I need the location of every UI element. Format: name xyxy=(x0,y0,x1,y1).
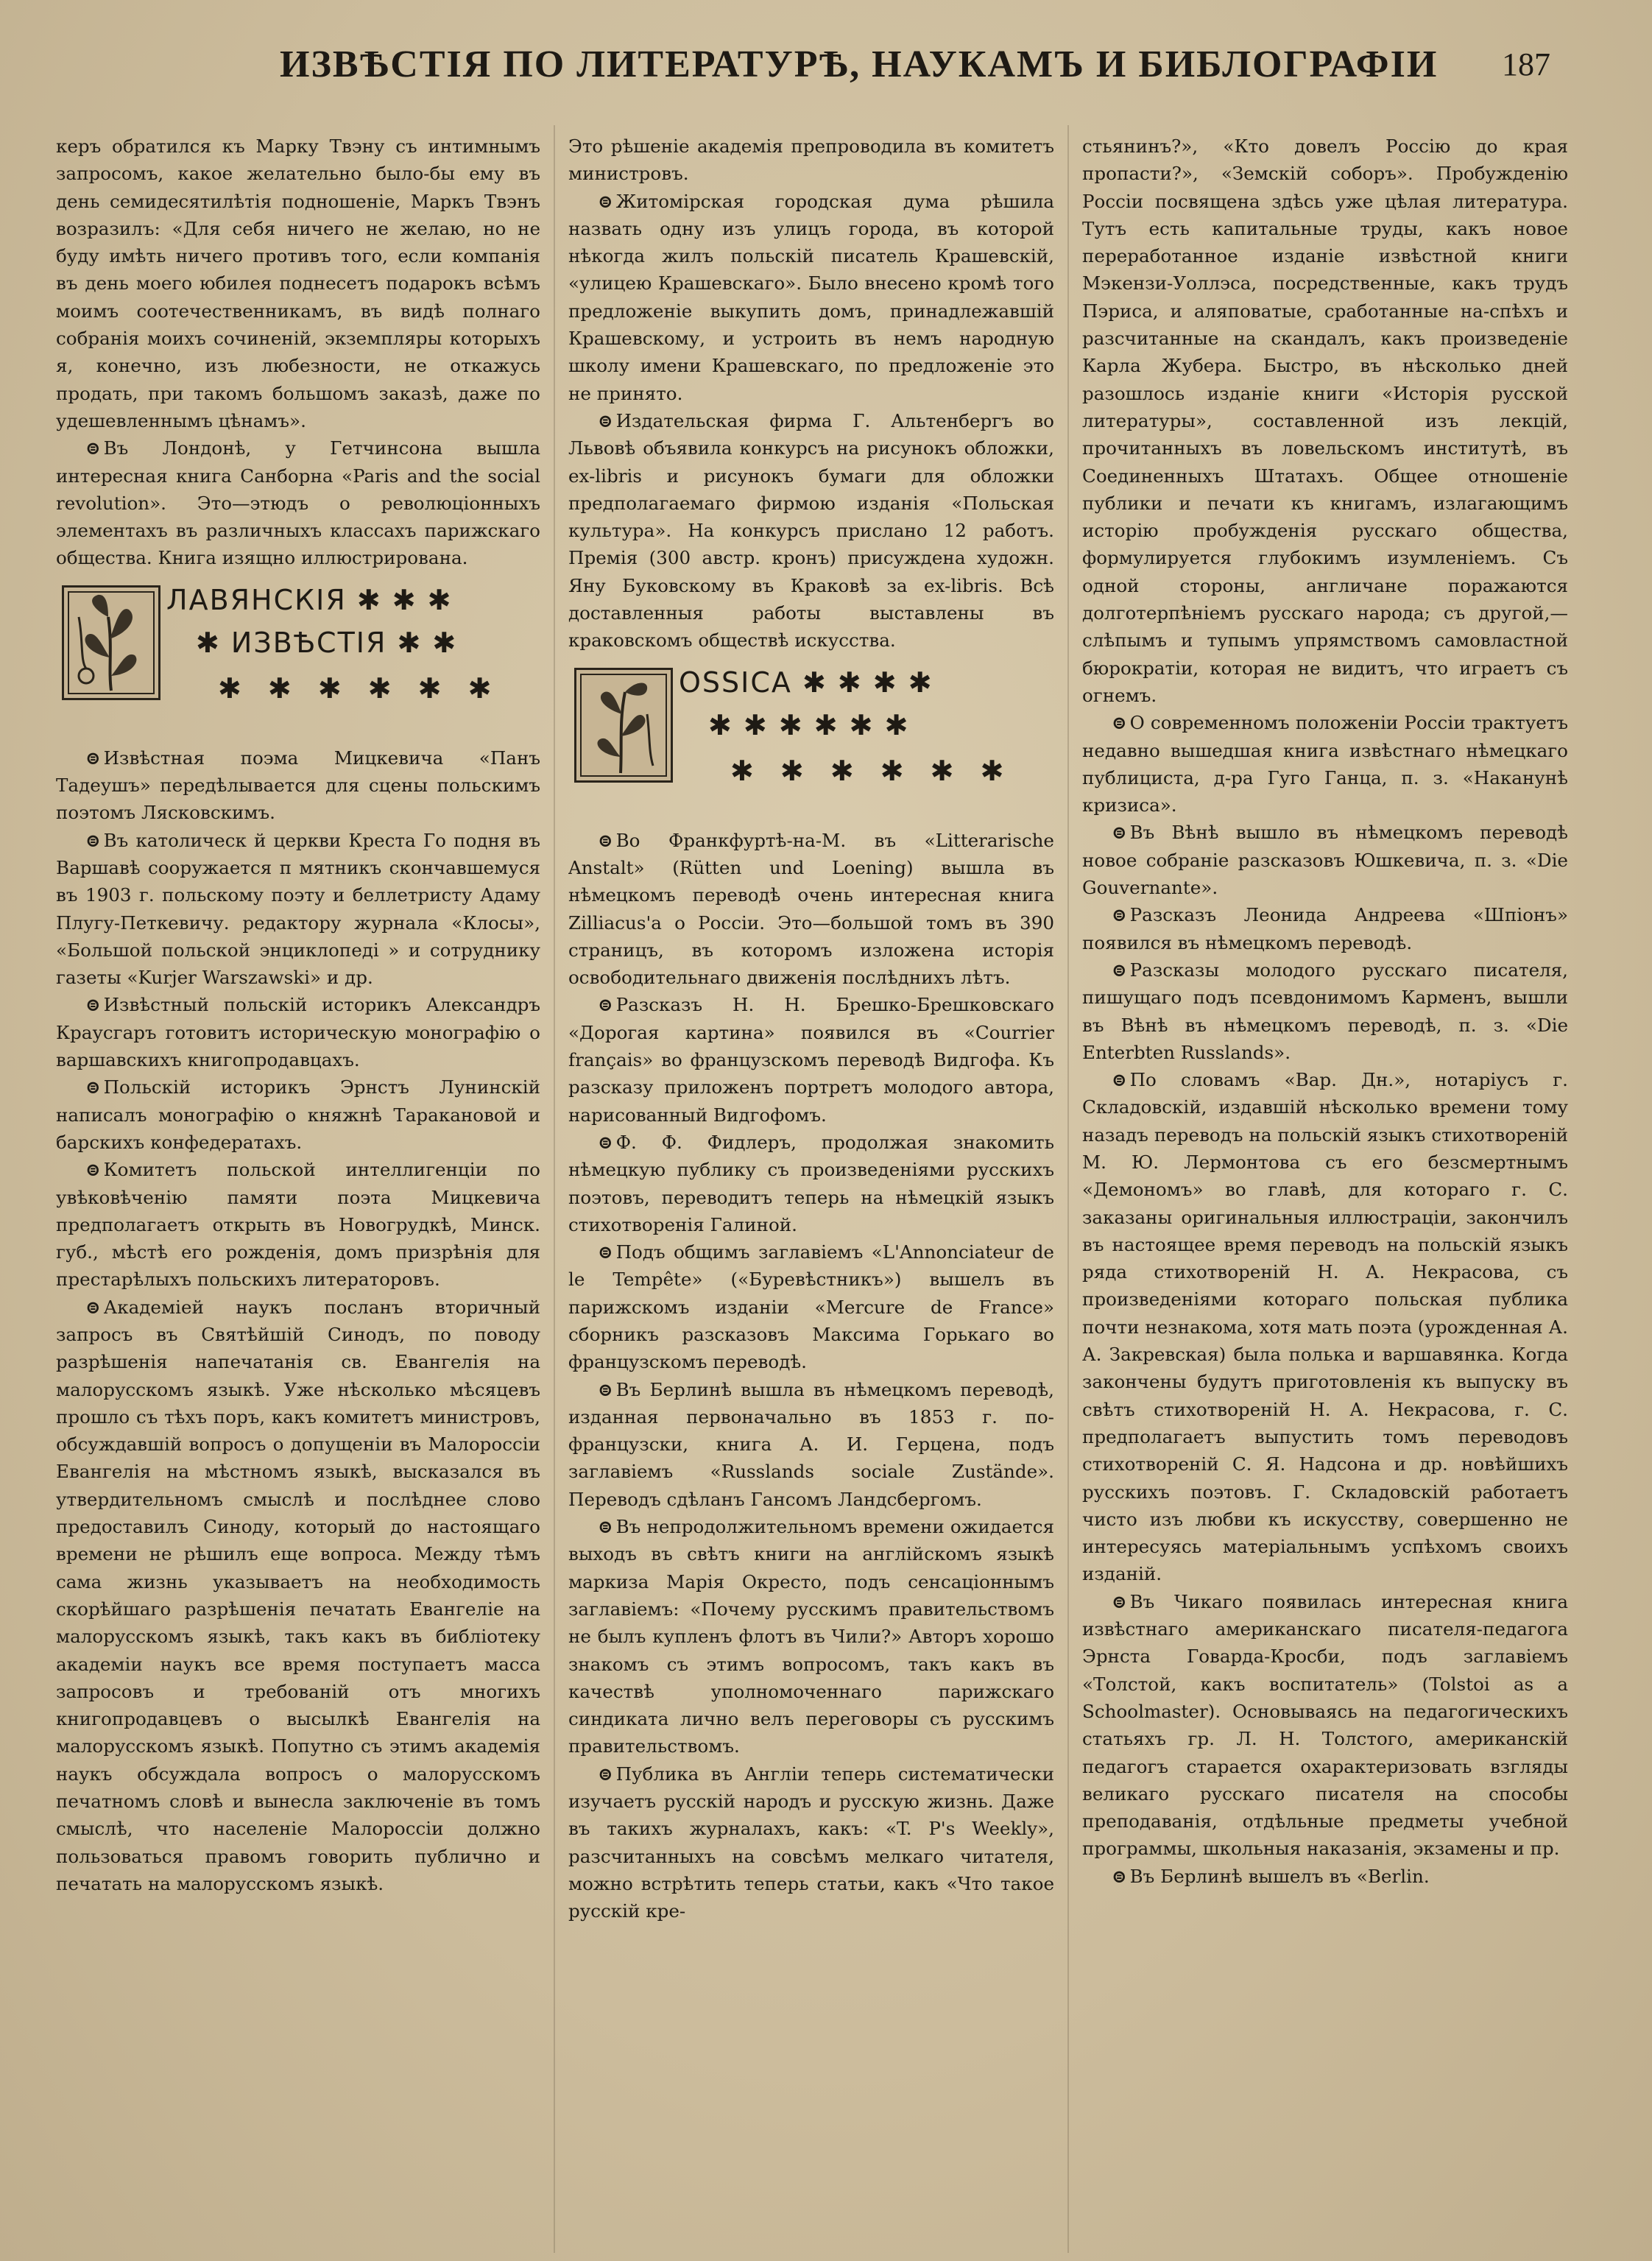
section-mark-icon: ⊜ xyxy=(1112,1865,1127,1887)
column-2 xyxy=(568,133,1054,2253)
paragraph: ⊜ Житомірская городская дума рѣшила назвать одну изъ улицъ города, въ которой нѣкогда жилъ польскій писатель Крашевскій, «улицею Крашевскаго». Было внесено кромѣ того предложеніе выкупить домъ, принадлежавшій Крашевскому, и устроить въ немъ народную школу имени Крашевскаго, по предложеніе это не принято. xyxy=(568,190,1054,404)
section-mark-icon: ⊜ xyxy=(598,1763,613,1785)
paragraph: ⊜ Извѣстная поэма Мицкевича «Панъ Тадеушъ» передѣлывается для сцены польскимъ поэтомъ Лясковскимъ. xyxy=(56,747,540,824)
paragraph: ⊜ Въ непродолжительномъ времени ожидается выходъ въ свѣтъ книги на англійскомъ языкѣ маркиза Марія Окресто, подъ сенсаціоннымъ заглавіемъ: «Почему русскимъ правительствомъ не былъ купленъ флотъ въ Чили?» Авторъ хорошо знакомъ съ этимъ вопросомъ, такъ какъ въ качествѣ уполномоченнаго парижскаго синдиката лично велъ переговоры съ русскимъ правительствомъ. xyxy=(568,1516,1054,1757)
section-heading-line: ЛАВЯНСКІЯ ✱ ✱ ✱ xyxy=(166,583,453,616)
section-mark-icon: ⊜ xyxy=(1112,1069,1127,1091)
section-mark-icon: ⊜ xyxy=(598,994,613,1016)
paragraph: ⊜ Въ Берлинѣ вышелъ въ «Berlin. xyxy=(1112,1865,1430,1887)
floral-emblem-icon xyxy=(574,668,673,783)
section-heading-line: ✱ ✱ ✱ ✱ ✱ ✱ xyxy=(218,671,501,705)
paragraph: ⊜ Извѣстный польскій историкъ Александръ Краусгаръ готовитъ историческую монографію о варшавскихъ книгопродавцахъ. xyxy=(56,994,540,1071)
paragraph: Это рѣшеніе академія препроводила въ комитетъ министровъ. xyxy=(568,135,1054,185)
paragraph: керъ обратился къ Марку Твэну съ интимнымъ запросомъ, какое желательно было-бы ему въ день семидесятилѣтія подношеніе, Маркъ Твэнъ возразилъ: «Для себя ничего не желаю, но не буду имѣть ничего противъ того, если компанія въ день моего юбилея поднесетъ подарокъ всѣмъ моимъ соотечественникамъ, въ видѣ полнаго собранія моихъ сочиненій, экземпляры которыхъ я, конечно, изъ любезности, не откажусь продать, при такомъ большомъ заказѣ, даже по удешевленнымъ цѣнамъ». xyxy=(56,135,540,431)
column-rule xyxy=(1067,125,1069,2253)
paragraph: ⊜ Ф. Ф. Фидлеръ, продолжая знакомить нѣмецкую публику съ произведеніями русскихъ поэтовъ, переводитъ теперь на нѣмецкій языкъ стихотворенія Галиной. xyxy=(568,1131,1054,1235)
section-mark-icon: ⊜ xyxy=(598,190,613,212)
paragraph: ⊜ Издательская фирма Г. Альтенбергъ во Львовѣ объявила конкурсъ на рисунокъ обложки, ex-libris и рисунокъ бумаги для обложки предполагаемаго фирмою изданія «Польская культура». На конкурсъ прислано 12 работъ. Премія (300 австр. кронъ) присуждена художн. Яну Буковскому въ Краковѣ за ex-libris. Всѣ доставленныя работы выставлены въ краковскомъ обществѣ искусства. xyxy=(568,409,1054,652)
floral-emblem-icon xyxy=(62,585,160,700)
section-heading-line: ✱ ИЗВѢСТІЯ ✱ ✱ xyxy=(196,626,458,659)
paragraph: ⊜ О современномъ положеніи Россіи трактуетъ недавно вышедшая книга извѣстнаго нѣмецкаго публициста, д-ра Гуго Ганца, п. з. «Наканунѣ кризиса». xyxy=(1082,712,1568,816)
header-title: ИЗВѢСТІЯ ПО ЛИТЕРАТУРѢ, НАУКАМЪ И БИБЛОГРАФІИ xyxy=(280,43,1439,85)
section-mark-icon: ⊜ xyxy=(598,1516,613,1538)
section-heading-line: ✱ ✱ ✱ ✱ ✱ ✱ xyxy=(708,708,910,741)
paragraph: ⊜ Разсказъ Леонида Андреева «Шпіонъ» появился въ нѣмецкомъ переводѣ. xyxy=(1082,904,1568,953)
paragraph: ⊜ Подъ общимъ заглавіемъ «L'Annonciateur de le Tempête» («Буревѣстникъ») вышелъ въ парижскомъ изданіи «Mercure de France» сборникъ разсказовъ Максима Горькаго во французскомъ переводѣ. xyxy=(568,1241,1054,1373)
paragraph: ⊜ Во Франкфуртѣ-на-М. въ «Litterarische Anstalt» (Rütten und Loening) вышла въ нѣмецкомъ переводѣ очень интересная книга Zilliacus'а о Россіи. Это—большой томъ въ 390 страницъ, въ которомъ изложена исторія освободительнаго движенія послѣднихъ лѣтъ. xyxy=(568,829,1054,989)
section-mark-icon: ⊜ xyxy=(598,1131,613,1153)
paragraph: ⊜ Комитетъ польской интеллигенціи по увѣковѣченію памяти поэта Мицкевича предполагаетъ открыть въ Новогрудкѣ, Минск. губ., мѣстѣ его рожденія, домъ призрѣнія для престарѣлыхъ польскихъ литераторовъ. xyxy=(56,1159,540,1291)
column-1 xyxy=(56,133,540,2253)
column-rule xyxy=(554,125,555,2253)
section-mark-icon: ⊜ xyxy=(85,829,101,851)
paragraph: ⊜ Разсказъ Н. Н. Брешко-Брешковскаго «Дорогая картина» появился въ «Courrier français» во французскомъ переводѣ Видгофа. Къ разсказу приложенъ портретъ молодого автора, нарисованный Видгофомъ. xyxy=(568,994,1054,1126)
section-mark-icon: ⊜ xyxy=(85,1296,101,1318)
section-mark-icon: ⊜ xyxy=(85,1076,101,1098)
section-heading-slavic-news xyxy=(56,582,540,730)
paragraph: ⊜ Въ католическ й церкви Креста Го подня въ Варшавѣ сооружается п мятникъ скончавшемуся въ 1903 г. польскому поэту и беллетристу Адаму Плугу-Петкевичу. редактору журнала «Клосы», «Большой польской энциклопеді » и сотруднику газеты «Kurjer Warszawski» и др. xyxy=(56,829,540,989)
paragraph: ⊜ По словамъ «Вар. Дн.», нотаріусъ г. Складовскій, издавшій нѣсколько времени тому назадъ переводъ на польскій языкъ стихотвореній М. Ю. Лермонтова съ его безсмертнымъ «Демономъ» во главѣ, для котораго г. С. заказаны оригинальныя иллюстраціи, закончилъ въ настоящее время переводъ на польскій языкъ ряда стихотвореній Н. А. Некрасова, съ произведеніями котораго польская публика почти незнакома, хотя мать поэта (урожденная А. А. Закревская) была полька и варшавянка. Когда закончены будутъ приготовленія къ выпуску въ свѣтъ стихотвореній Н. А. Некрасова, г. С. предполагаетъ выпустить томъ переводовъ стихотвореній С. Я. Надсона и др. новѣйшихъ русскихъ поэтовъ. Г. Складовскій работаетъ чисто изъ любви къ искусству, совершенно не интересуясь матеріальнымъ успѣхомъ своихъ изданій. xyxy=(1082,1069,1568,1585)
page-header xyxy=(0,35,1652,102)
section-mark-icon: ⊜ xyxy=(598,409,613,431)
section-mark-icon: ⊜ xyxy=(85,747,101,769)
section-heading-rossica xyxy=(568,665,1054,812)
paragraph: ⊜ Въ Чикаго появилась интересная книга извѣстнаго американскаго писателя-педагога Эрнста Говарда-Кросби, подъ заглавіемъ «Толстой, какъ воспитатель» (Tolstoi as a Schoolmaster). Основываясь на педагогическихъ статьяхъ гр. Л. Н. Толстого, американскій педагогъ старается охарактеризовать взгляды великаго русскаго писателя на способы преподаванія, отдѣльные предметы учебной программы, школьныя наказанія, экзамены и пр. xyxy=(1082,1590,1568,1860)
paragraph: ⊜ Польскій историкъ Эрнстъ Лунинскій написалъ монографію о княжнѣ Таракановой и барскихъ конфедератахъ. xyxy=(56,1076,540,1153)
section-mark-icon: ⊜ xyxy=(1112,904,1127,926)
section-mark-icon: ⊜ xyxy=(1112,1590,1127,1612)
paragraph: ⊜ Академіей наукъ посланъ вторичный запросъ въ Святѣйшій Синодъ, по поводу разрѣшенія напечатанія св. Евангелія на малорусскомъ языкѣ. Уже нѣсколько мѣсяцевъ прошло съ тѣхъ поръ, какъ комитетъ министровъ, обсуждавшій вопросъ о допущеніи въ Малороссіи Евангелія на мѣстномъ языкѣ, высказался въ утвердительномъ смыслѣ и послѣднее слово предоставилъ Синоду, который до настоящаго времени не рѣшилъ еще вопроса. Между тѣмъ сама жизнь указываетъ на необходимость скорѣйшаго разрѣшенія печатать Евангеліе на малорусскомъ языкѣ, такъ какъ въ библіотеку академіи наукъ все время поступаетъ масса запросовъ и требованій отъ многихъ книгопродавцевъ о высылкѣ Евангелія на малорусскомъ языкѣ. Попутно съ этимъ академія наукъ обсуждала вопросъ о малорусскомъ печатномъ словѣ и вынесла заключеніе въ томъ смыслѣ, что населеніе Малороссіи должно пользоваться правомъ говорить публично и печатать на малорусскомъ языкѣ. xyxy=(56,1296,540,1894)
paragraph: стьянинъ?», «Кто довелъ Россію до края пропасти?», «Земскій соборъ». Пробужденію Россіи посвящена здѣсь уже цѣлая литература. Тутъ есть капитальные труды, какъ новое переработанное изданіе извѣстной книги Мэкензи-Уоллэса, посредственные, какъ трудъ Пэриса, и аляповатые, сработанные на-спѣхъ и разсчитанные на скандалъ, какъ произведеніе Карла Жубера. Быстро, въ нѣсколько дней разошлось изданіе книги «Исторія русской литературы», составленной изъ лекцій, прочитанныхъ въ ловельскомъ институтѣ, въ Соединенныхъ Штатахъ. Общее отношеніе публики и печати къ книгамъ, излагающимъ исторію пробужденія русскаго общества, формулируется глубокимъ изумленіемъ. Съ одной стороны, англичане поражаются долготерпѣніемъ русскаго народа; съ другой,—слѣпымъ и тупымъ упрямствомъ самовластной бюрократіи, которая не видитъ, что играетъ съ огнемъ. xyxy=(1082,135,1568,706)
section-heading-line: OSSICA ✱ ✱ ✱ ✱ xyxy=(679,666,933,699)
page-number: 187 xyxy=(1502,46,1550,82)
paragraph: ⊜ Въ Лондонѣ, у Гетчинсона вышла интересная книга Санборна «Paris and the social revolution». Это—этюдъ о революціонныхъ элементахъ въ различныхъ классахъ парижскаго общества. Книга изящно иллюстрирована. xyxy=(56,437,540,569)
section-mark-icon: ⊜ xyxy=(598,829,613,851)
paragraph: ⊜ Разсказы молодого русскаго писателя, пишущаго подъ псевдонимомъ Карменъ, вышли въ Вѣнѣ въ нѣмецкомъ переводѣ, п. з. «Die Enterbten Russlands». xyxy=(1082,959,1568,1063)
section-mark-icon: ⊜ xyxy=(85,437,101,459)
section-mark-icon: ⊜ xyxy=(85,1159,101,1181)
paragraph: ⊜ Въ Вѣнѣ вышло въ нѣмецкомъ переводѣ новое собраніе разсказовъ Юшкевича, п. з. «Die Gouvernante». xyxy=(1082,822,1568,899)
section-mark-icon: ⊜ xyxy=(598,1378,613,1400)
section-mark-icon: ⊜ xyxy=(1112,822,1127,844)
section-mark-icon: ⊜ xyxy=(85,994,101,1016)
section-mark-icon: ⊜ xyxy=(1112,712,1127,734)
section-heading-line: ✱ ✱ ✱ ✱ ✱ ✱ xyxy=(730,754,1013,787)
paragraph: ⊜ Публика въ Англіи теперь систематически изучаетъ русскій народъ и русскую жизнь. Даже въ такихъ журналахъ, какъ: «T. P's Weekly», разсчитанныхъ на совсѣмъ мелкаго читателя, можно встрѣтить теперь статьи, какъ «Что такое русскій кре- xyxy=(568,1763,1054,1922)
section-mark-icon: ⊜ xyxy=(1112,959,1127,981)
column-3 xyxy=(1082,133,1568,2253)
paragraph: ⊜ Въ Берлинѣ вышла въ нѣмецкомъ переводѣ, изданная первоначально въ 1853 г. по-французски, книга А. И. Герцена, подъ заглавіемъ «Russlands sociale Zustände». Переводъ сдѣланъ Гансомъ Ландсбергомъ. xyxy=(568,1378,1054,1510)
section-mark-icon: ⊜ xyxy=(598,1241,613,1263)
